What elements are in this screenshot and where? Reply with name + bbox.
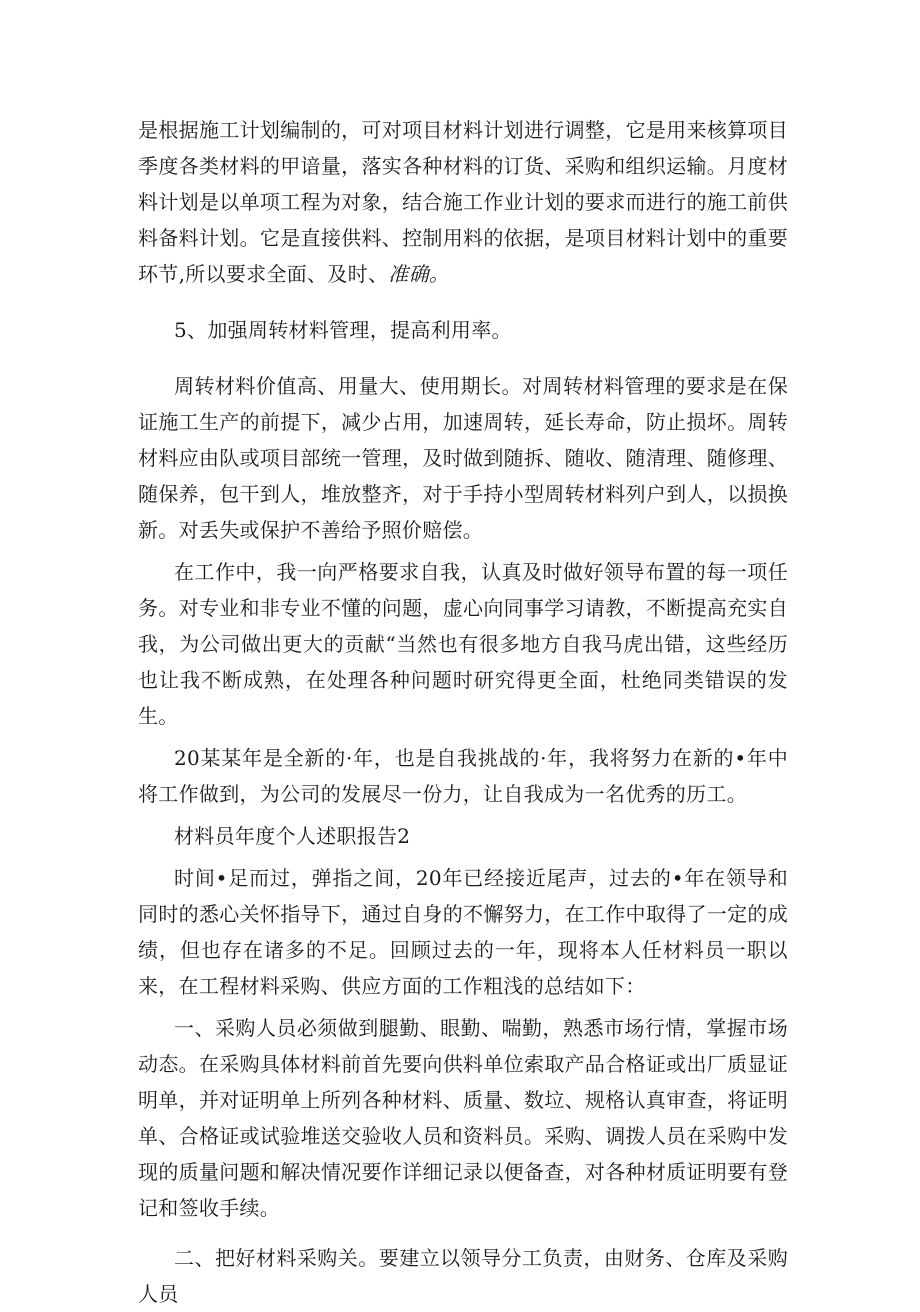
report-title-2: 材料员年度个人述职报告2: [174, 824, 411, 848]
paragraph-tail: 准确。: [388, 262, 450, 286]
paragraph-material-plan-continued: [138, 112, 788, 292]
paragraph-text: 是根据施工计划编制的，可对项目材料计划进行调整，它是用来核算项目季度各类材料的甲谙量，落实各种材料的订货、采购和组织运输。月度材料计划是以单项工程为对象，结合施工作业计划的要求而进行的施工前供料备料计划。它是直接供料、控制用料的依据，是项目材料计划中的重要环节,所以要求全面、及时、: [138, 118, 788, 286]
paragraph-new-year-goals: 20某某年是全新的·年，也是自我挑战的·年，我将努力在新的•年中将工作做到，为公司的发展尽一份力，让自我成为一名优秀的历工。: [138, 746, 788, 806]
document-body: [138, 112, 788, 1312]
section-heading-turnover-materials: 5、加强周转材料管理，提高利用率。: [174, 318, 512, 342]
paragraph-purchasing-control: 二、把好材料采购关。要建立以领导分工负责，由财务、仓库及采购人员: [138, 1246, 788, 1306]
paragraph-work-attitude: 在工作中，我一向严格要求自我，认真及时做好领导布置的每一项任务。对专业和非专业不懂的问题，虚心向同事学习请教，不断提高充实自我，为公司做出更大的贡献“当然也有很多地方自我马虎出错，这些经历也让我不断成熟，在处理各种问题时研究得更全面，杜绝同类错误的发生。: [138, 560, 788, 728]
paragraph-turnover-materials: 周转材料价值高、用量大、使用期长。对周转材料管理的要求是在保证施工生产的前提下，减少占用，加速周转，延长寿命，防止损坏。周转材料应由队或项目部统一管理，及时做到随拆、随收、随清理、随修理、随保养，包干到人，堆放整齐，对于手持小型周转材料列户到人，以损换新。对丢失或保护不善给予照价赔偿。: [138, 374, 788, 542]
paragraph-purchasing-requirements: 一、采购人员必须做到腿勤、眼勤、喘勤，熟悉市场行情，掌握市场动态。在采购具体材料前首先要向供料单位索取产品合格证或出厂质显证明单，并对证明单上所列各种材料、质量、数垃、规格认真审查，将证明单、合格证或试验堆送交验收人员和资料员。采购、调拨人员在采购中发现的质量问题和解决情况要作详细记录以便备查，对各种材质证明要有登记和签收手续。: [138, 1016, 788, 1220]
paragraph-report-intro: 时间•足而过，弹指之间，20年已经接近尾声，过去的•年在领导和同时的悉心关怀指导下，通过自身的不懈努力，在工作中取得了一定的成绩，但也存在诸多的不足。回顾过去的一年，现将本人任材料员一职以来，在工程材料采购、供应方面的工作粗浅的总结如下：: [138, 866, 788, 998]
